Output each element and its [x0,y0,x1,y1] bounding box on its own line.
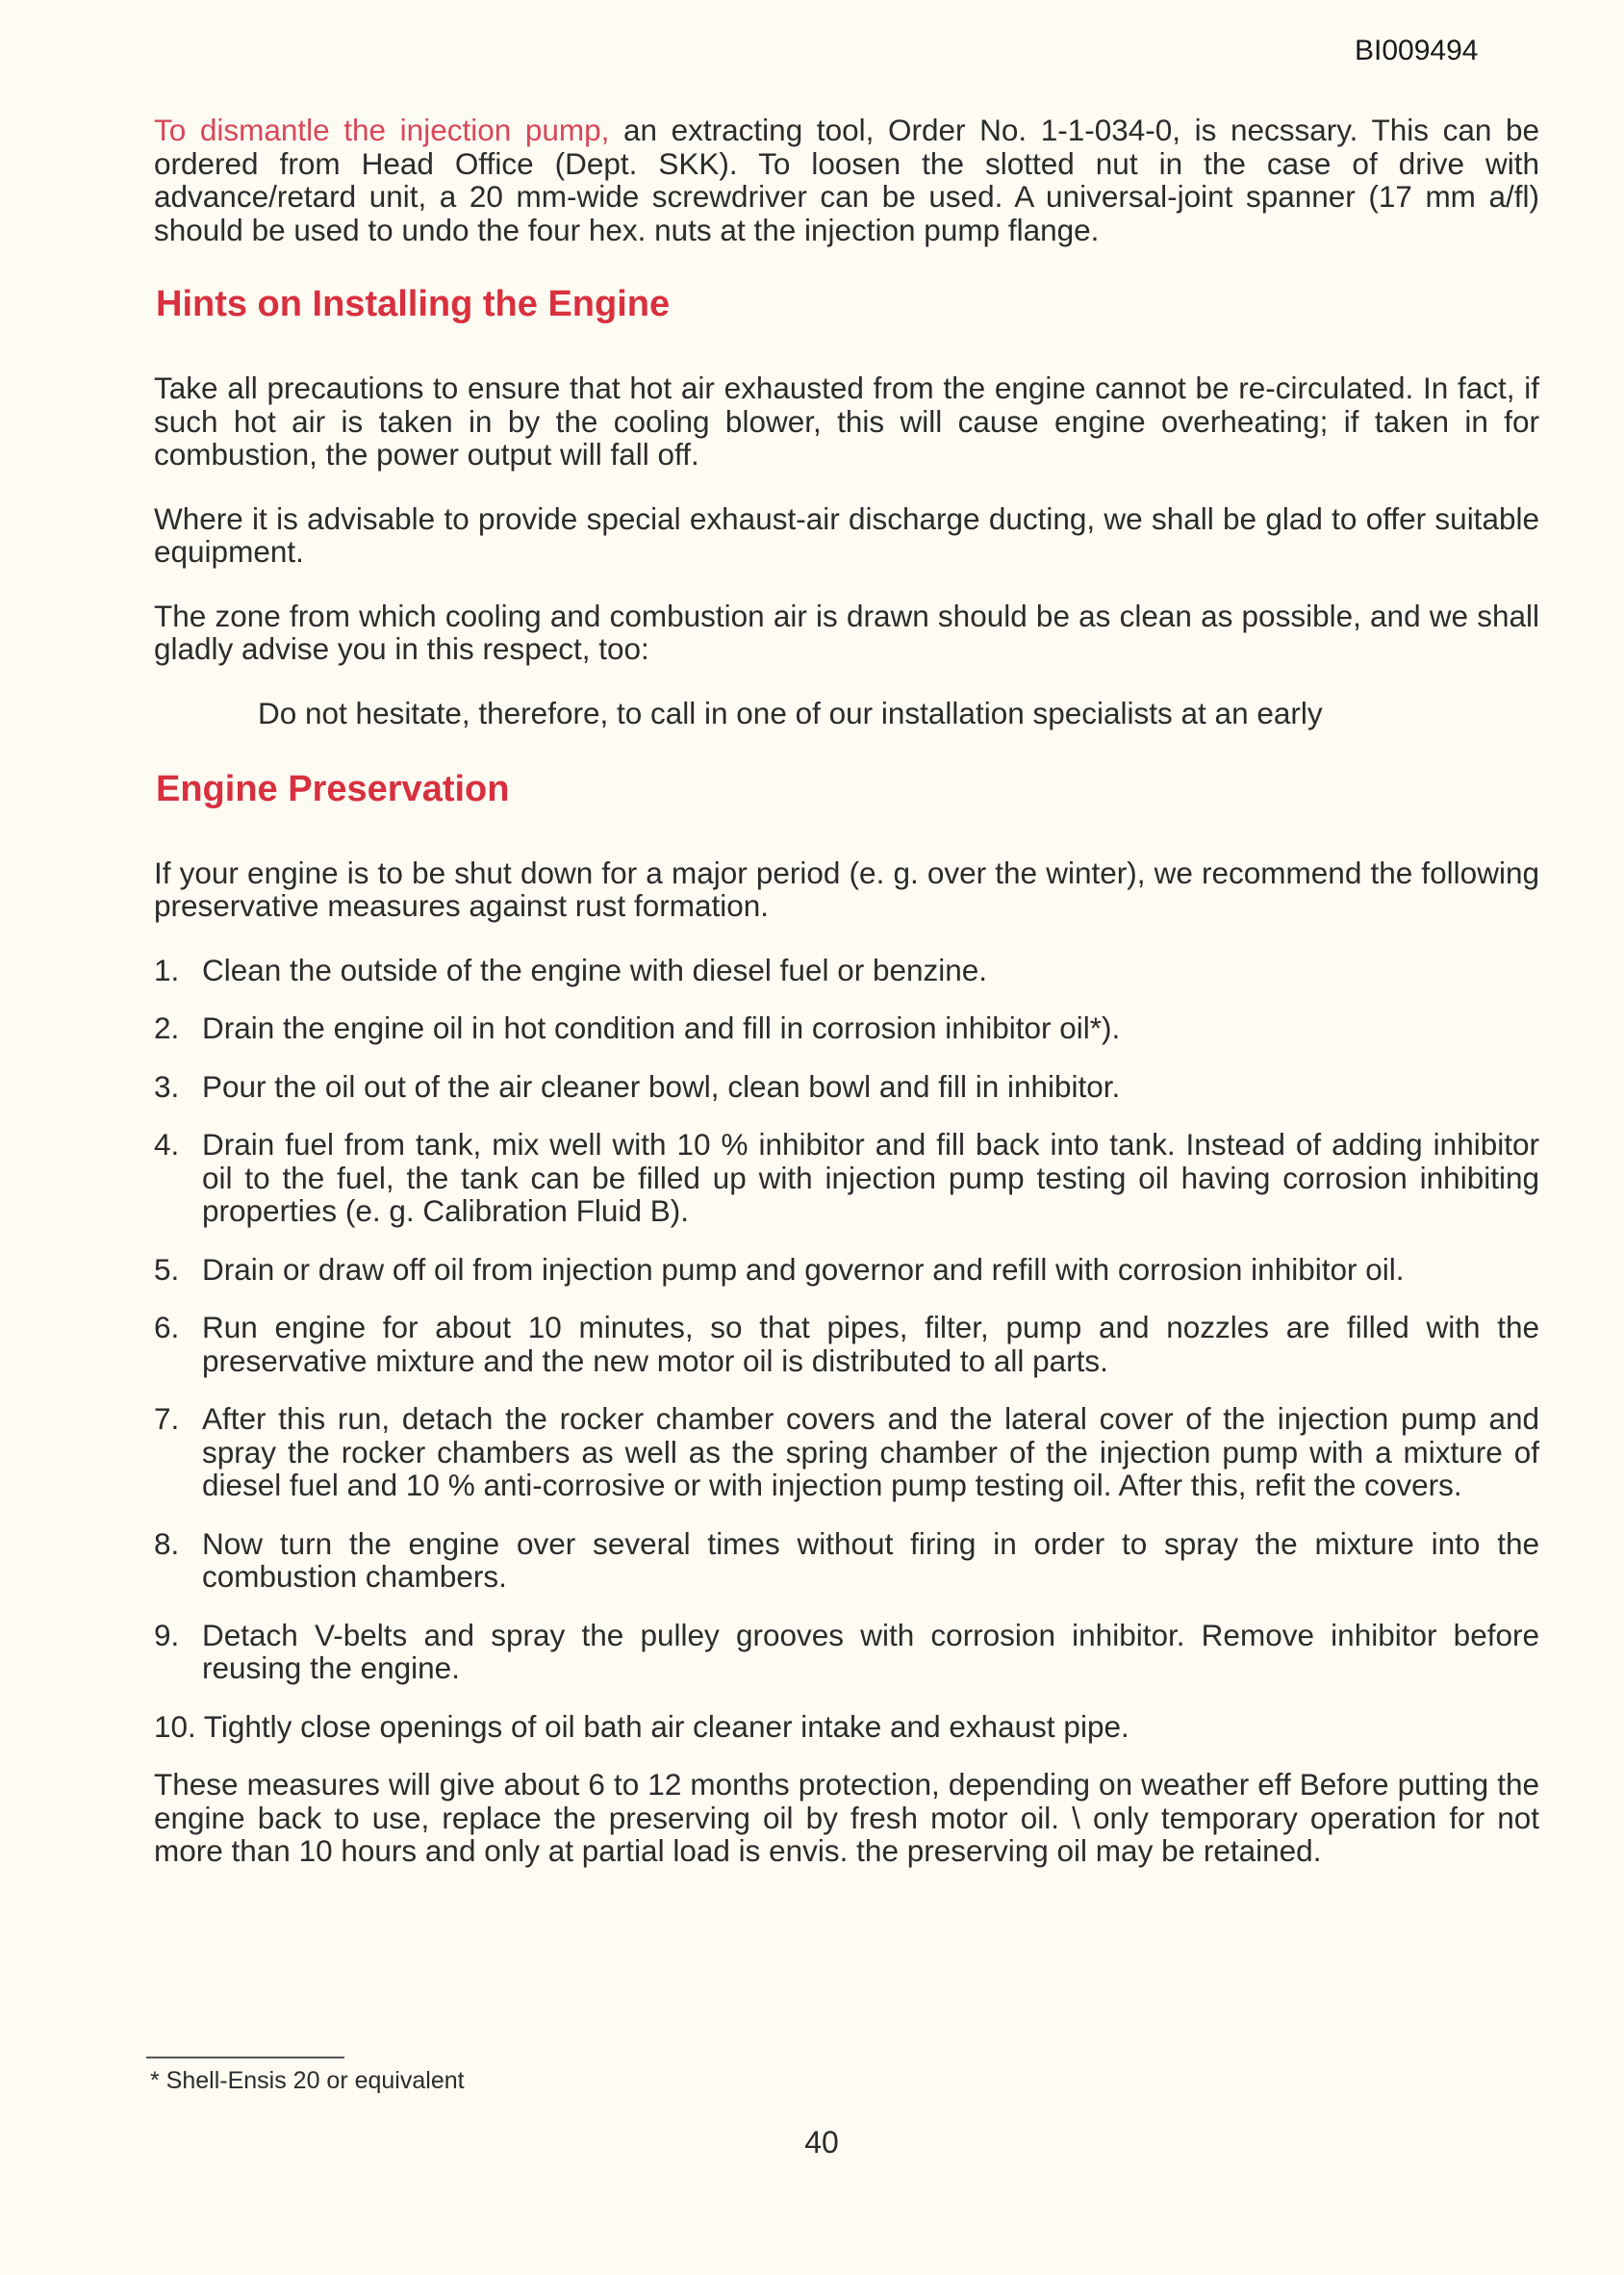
step-text: After this run, detach the rocker chamber covers and the lateral cover of the injection pump and spray the rocker chambers as well as the spring chamber of the injection pump with a mixture of diesel fuel and 10 % anti-corrosive or with injection pump testing oil. After this, refit the covers. [202,1401,1539,1502]
installing-paragraph: Take all precautions to ensure that hot air exhausted from the engine cannot be re-circulated. In fact, if such hot air is taken in by the cooling blower, this will cause engine overheating; if taken in for combustion, the power output will fall off. [154,371,1539,472]
page-number: 40 [804,2125,839,2160]
step-number: 2. [154,1010,180,1045]
installing-indented-note: Do not hesitate, therefore, to call in one of our installation specialists at an early [258,695,1323,730]
step-number: 8. [154,1525,180,1561]
step-text: Drain the engine oil in hot condition and fill in corrosion inhibitor oil*). [202,1010,1121,1045]
step-text: Now turn the engine over several times without firing in order to spray the mixture into the combustion chambers. [202,1525,1539,1594]
list-item [154,1070,1539,1104]
intro-highlight: To dismantle the injection pump, [154,113,610,147]
list-item [154,1128,1539,1228]
list-item [154,1527,1539,1594]
preservation-steps-list [154,954,1539,1744]
list-item [154,954,1539,987]
step-number: 7. [154,1401,180,1436]
installing-paragraph: Where it is advisable to provide special exhaust-air discharge ducting, we shall be glad to offer suitable equipment. [154,500,1539,569]
footnote: * Shell-Ensis 20 or equivalent [150,2067,465,2094]
document-id: BI009494 [1355,35,1479,66]
installing-paragraph: The zone from which cooling and combustion air is drawn should be as clean as possible, and we shall gladly advise you in this respect, too: [154,598,1539,666]
preservation-closing: These measures will give about 6 to 12 months protection, depending on weather eff Before putting the engine back to use, replace the preserving oil by fresh motor oil. \ only temporary operation for not more than 10 hours and only at partial load is envis. the preserving oil may be retained. [154,1767,1539,1868]
intro-paragraph [154,114,1539,246]
list-item [154,1402,1539,1502]
step-text: Tightly close openings of oil bath air cleaner intake and exhaust pipe. [203,1708,1129,1744]
step-text: Run engine for about 10 minutes, so that pipes, filter, pump and nozzles are filled with the preservative mixture and the new motor oil is distributed to all parts. [202,1310,1539,1378]
step-text: Pour the oil out of the air cleaner bowl, clean bowl and fill in inhibitor. [202,1068,1121,1104]
step-number: 6. [154,1310,180,1344]
step-number: 3. [154,1068,180,1104]
step-number: 5. [154,1251,180,1287]
step-number: 1. [154,952,180,987]
step-text: Clean the outside of the engine with diesel fuel or benzine. [202,952,988,987]
list-item [154,1710,1539,1744]
step-number: 9. [154,1617,180,1652]
step-text: Drain fuel from tank, mix well with 10 % inhibitor and fill back into tank. Instead of adding inhibitor oil to the fuel, the tank can be filled up with injection pump testing oil having corrosion inhibiting properties (e. g. Calibration Fluid B). [202,1127,1539,1228]
list-item [154,1311,1539,1377]
step-number: 10. [154,1708,196,1744]
step-number: 4. [154,1127,180,1162]
footnote-divider [146,2057,344,2058]
intro-text: an extracting tool, Order No. 1-1-034-0, is necssary. This can be ordered from Head Office (Dept. SKK). To loosen the slotted nut in the case of drive with advance/retard unit, a 20 mm-wide screwdriver can be used. A universal-joint spanner (17 mm a/fl) should be used to undo the four hex. nuts at the injection pump flange. [154,113,1540,247]
list-item [154,1253,1539,1287]
preservation-intro: If your engine is to be shut down for a major period (e. g. over the winter), we recommend the following preservative measures against rust formation. [154,855,1539,923]
page-content [154,114,1539,1899]
step-text: Drain or draw off oil from injection pump and governor and refill with corrosion inhibitor oil. [202,1251,1405,1287]
installing-heading: Hints on Installing the Engine [156,284,671,324]
preservation-heading: Engine Preservation [156,768,510,809]
list-item [154,1011,1539,1045]
step-text: Detach V-belts and spray the pulley grooves with corrosion inhibitor. Remove inhibitor before reusing the engine. [202,1617,1539,1685]
list-item [154,1619,1539,1685]
